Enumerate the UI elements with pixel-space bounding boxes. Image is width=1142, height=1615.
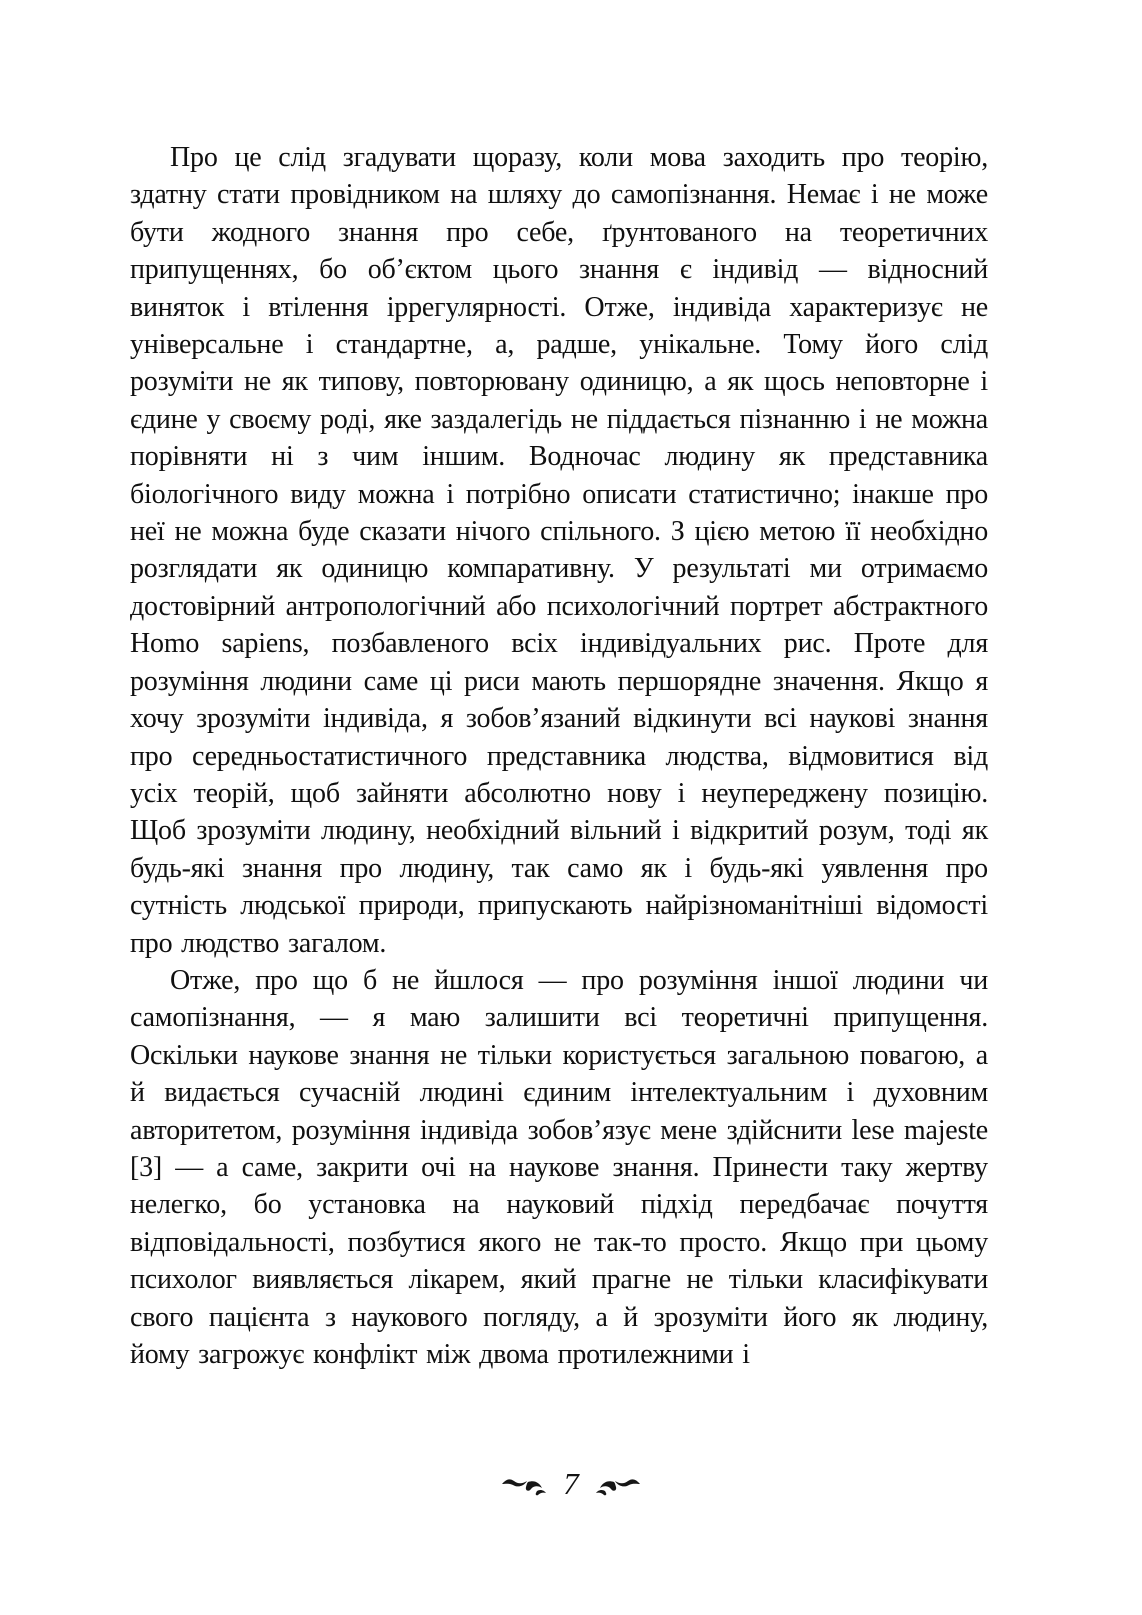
page-footer	[0, 1468, 1142, 1503]
body-text	[130, 139, 988, 1373]
page-number: 7	[563, 1466, 579, 1501]
paragraph: Про це слід згадувати щоразу, коли мова заходить про теорію, здатну стати провідником на шляху до самопізнання. Немає і не може бути жодного знання про себе, ґрунтованого на теоретичних припущеннях, бо об’єктом цього знання є індивід — відносний виняток і втілення іррегулярності. Отже, індивіда характеризує не універсальне і стандартне, а, радше, унікальне. Тому його слід розуміти не як типову, повторювану одиницю, а як щось неповторне і єдине у своєму роді, яке заздалегідь не піддається пізнанню і не можна порівняти ні з чим іншим. Водночас людину як представника біологічного виду можна і потрібно описати статистично; інакше про неї не можна буде сказати нічого спільного. З цією метою її необхідно розглядати як одиницю компаративну. У результаті ми отримаємо достовірний антропологічний або психологічний портрет абстрактного Homo sapiens, позбавленого всіх індивідуальних рис. Проте для розуміння людини саме ці риси мають першорядне значення. Якщо я хочу зрозуміти індивіда, я зобов’язаний відкинути всі наукові знання про середньостатистичного представника людства, відмовитися від усіх теорій, щоб зайняти абсолютно нову і неупереджену позицію. Щоб зрозуміти людину, необхідний вільний і відкритий розум, тоді як будь-які знання про людину, так само як і будь-які уявлення про сутність людської природи, припускають найрізноманітніші відомості про людство загалом.	[130, 142, 988, 959]
fleuron-left-icon	[501, 1475, 549, 1497]
fleuron-right-icon	[593, 1475, 641, 1497]
paragraph: Отже, про що б не йшлося — про розуміння іншої людини чи самопізнання, — я маю залишити всі теоретичні припущення. Оскільки наукове знання не тільки користується загальною повагою, а й видається сучасній людині єдиним інтелектуальним і духовним авторитетом, розуміння індивіда зобов’язує мене здійснити lese majeste [3] — а саме, закрити очі на наукове знання. Принести таку жертву нелегко, бо установка на науковий підхід передбачає почуття відповідальності, позбутися якого не так-то просто. Якщо при цьому психолог виявляється лікарем, який прагне не тільки класифікувати свого пацієнта з наукового погляду, а й зрозуміти його як людину, йому загрожує конфлікт між двома протилежними і	[130, 964, 988, 1370]
